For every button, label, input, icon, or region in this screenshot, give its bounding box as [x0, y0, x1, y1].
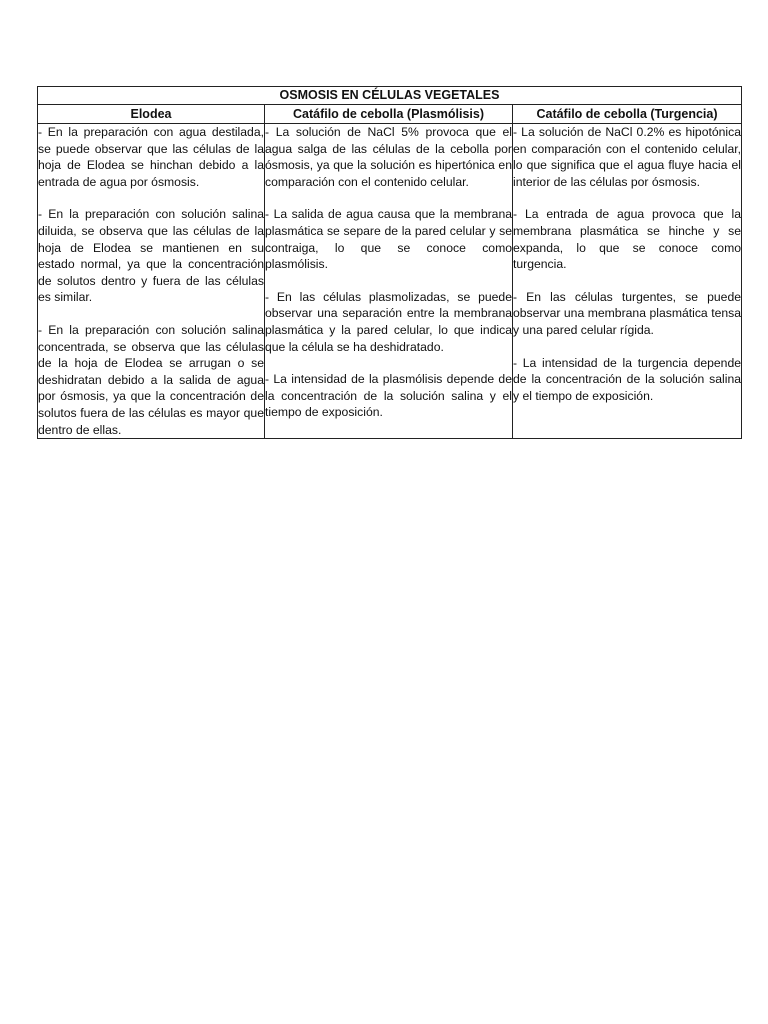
column-cell-turgencia [513, 124, 742, 439]
paragraph: - En la preparación con agua destilada, se puede observar que las células de la hoja de Elodea se hinchan debido a la entrada de agua por ósmosis. [38, 125, 264, 189]
paragraph: - En la preparación con solución salina diluida, se observa que las células de la hoja de Elodea se mantienen en su estado normal, ya que la concentración de solutos dentro y fuera de las células es similar. [38, 207, 264, 305]
table-title-row [38, 87, 742, 105]
paragraph: - La solución de NaCl 5% provoca que el agua salga de las células de la cebolla por ósmosis, ya que la solución es hipertónica en comparación con el contenido celular. [265, 125, 512, 189]
paragraph: - La solución de NaCl 0.2% es hipotónica en comparación con el contenido celular, lo que significa que el agua fluye hacia el interior de las células por ósmosis. [513, 125, 742, 189]
table-title: OSMOSIS EN CÉLULAS VEGETALES [38, 87, 742, 105]
column-header-turgencia: Catáfilo de cebolla (Turgencia) [513, 105, 742, 124]
column-cell-plasmolisis [265, 124, 513, 439]
column-header-plasmolisis: Catáfilo de cebolla (Plasmólisis) [265, 105, 513, 124]
paragraph: - La intensidad de la plasmólisis depende de la concentración de la solución salina y el tiempo de exposición. [265, 372, 512, 420]
paragraph: - En las células plasmolizadas, se puede observar una separación entre la membrana plasmática y la pared celular, lo que indica que la célula se ha deshidratado. [265, 289, 512, 354]
paragraph: - La salida de agua causa que la membrana plasmática se separe de la pared celular y se contraiga, lo que se conoce como plasmólisis. [265, 207, 512, 272]
column-header-elodea: Elodea [38, 105, 265, 124]
paragraph: - La entrada de agua provoca que la membrana plasmática se hinche y se expanda, lo que se conoce como turgencia. [513, 207, 742, 272]
paragraph: - En la preparación con solución salina concentrada, se observa que las células de la hoja de Elodea se arrugan o se deshidratan debido a la salida de agua por ósmosis, ya que la concentración de solutos fuera de las células es mayor que dentro de ellas. [38, 322, 264, 437]
paragraph: - En las células turgentes, se puede observar una membrana plasmática tensa y una pared celular rígida. [513, 289, 742, 337]
column-cell-elodea [38, 124, 265, 439]
osmosis-table [37, 86, 742, 439]
table-header-row [38, 105, 742, 124]
paragraph: - La intensidad de la turgencia depende de la concentración de la solución salina y el tiempo de exposición. [513, 355, 742, 403]
table-body-row [38, 124, 742, 439]
